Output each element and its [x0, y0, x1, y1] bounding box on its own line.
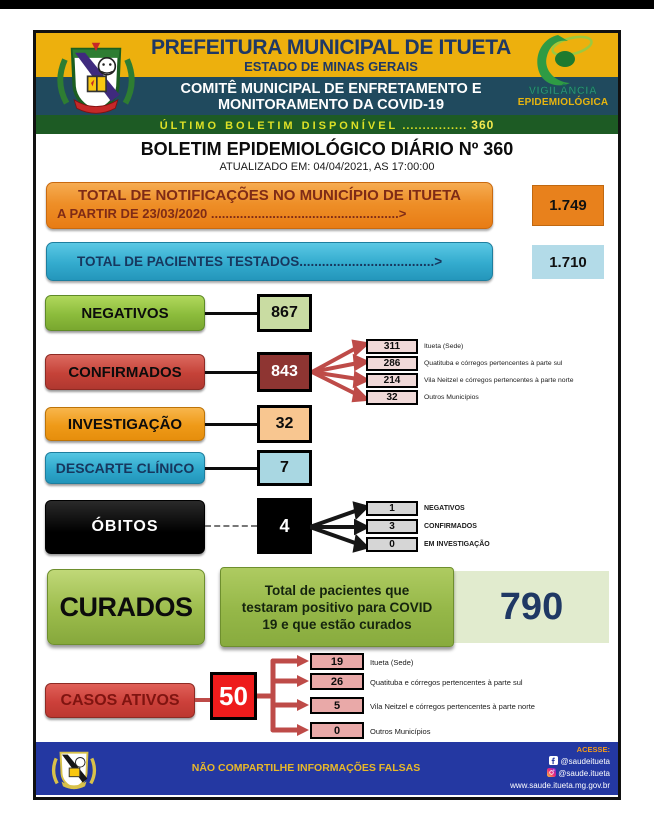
breakdown-value-box: 286 — [366, 356, 418, 371]
breakdown-value-box: 214 — [366, 373, 418, 388]
breakdown-value-box: 0 — [366, 537, 418, 552]
breakdown-label: Quatituba e córregos pertencentes à parte sul — [424, 360, 563, 367]
notifications-total-bar — [46, 182, 493, 229]
breakdown-label: Vila Neitzel e córregos pertencentes à parte norte — [370, 702, 535, 711]
vigilancia-line1: VIGILÂNCIA — [528, 85, 598, 97]
breakdown-value-box: 5 — [310, 697, 364, 714]
casos-ativos-bracket-icon — [257, 645, 313, 745]
breakdown-label: EM INVESTIGAÇÃO — [424, 541, 490, 548]
descarte-clinico-button: DESCARTE CLÍNICO — [45, 452, 205, 484]
committee-line1: COMITÊ MUNICIPAL DE ENFRETAMENTO E — [180, 81, 482, 97]
bulletin-title: BOLETIM EPIDEMIOLÓGICO DIÁRIO Nº 360 — [140, 139, 514, 159]
connector-line — [195, 698, 210, 702]
updated-timestamp: ATUALIZADO EM: 04/04/2021, AS 17:00:00 — [219, 161, 435, 173]
curados-button: CURADOS — [47, 569, 205, 645]
confirmados-button: CONFIRMADOS — [45, 354, 205, 390]
curados-description — [220, 567, 454, 647]
instagram-handle — [510, 768, 610, 780]
access-label: ACESSE: — [576, 745, 610, 754]
facebook-icon — [549, 756, 558, 765]
casos-ativos-button: CASOS ATIVOS — [45, 683, 195, 718]
facebook-handle — [510, 756, 610, 768]
footer-crest-icon — [50, 745, 98, 793]
breakdown-value-box: 0 — [310, 722, 364, 739]
curados-desc-line3: 19 e que estão curados — [262, 616, 412, 632]
notifications-total-value: 1.749 — [532, 185, 604, 226]
connector-line — [205, 423, 257, 426]
website-url: www.saude.itueta.mg.gov.br — [510, 781, 610, 790]
breakdown-label: NEGATIVOS — [424, 505, 465, 512]
breakdown-label: CONFIRMADOS — [424, 523, 477, 530]
footer-contact-block — [510, 744, 610, 792]
descarte-clinico-value: 7 — [257, 450, 312, 486]
committee-title — [146, 81, 516, 113]
curados-desc-line1: Total de pacientes que — [264, 582, 410, 598]
breakdown-label: Quatituba e córregos pertencentes à parte sul — [370, 678, 523, 687]
connector-dashed-line — [205, 525, 257, 527]
municipal-crest-icon — [54, 36, 138, 120]
breakdown-label: Vila Neitzel e córregos pertencentes à parte norte — [424, 377, 574, 384]
notifications-line2: A PARTIR DE 23/03/2020 ....................................................> — [57, 206, 407, 221]
obitos-value: 4 — [257, 498, 312, 554]
municipality-title: PREFEITURA MUNICIPAL DE ITUETA — [150, 36, 512, 59]
facebook-handle-text: @saudeitueta — [560, 757, 610, 766]
negativos-button: NEGATIVOS — [45, 295, 205, 331]
connector-line — [205, 371, 257, 374]
curados-value: 790 — [454, 571, 609, 643]
vigilancia-logo — [510, 34, 616, 114]
breakdown-value-box: 1 — [366, 501, 418, 516]
last-bulletin-label: ÚLTIMO BOLETIM DISPONÍVEL — [159, 119, 399, 132]
breakdown-label: Outros Municípios — [424, 394, 479, 401]
confirmados-arrows-icon — [312, 333, 368, 407]
breakdown-label: Itueta (Sede) — [424, 343, 464, 350]
obitos-button: ÓBITOS — [45, 500, 205, 554]
last-bulletin-dots: ................ — [398, 119, 472, 132]
breakdown-label: Itueta (Sede) — [370, 658, 414, 667]
breakdown-value-box: 19 — [310, 653, 364, 670]
investigacao-button: INVESTIGAÇÃO — [45, 407, 205, 441]
state-subtitle: ESTADO DE MINAS GERAIS — [244, 59, 418, 74]
breakdown-label: Outros Municípios — [370, 727, 431, 736]
confirmados-value: 843 — [257, 352, 312, 392]
vigilancia-line2: EPIDEMIOLÓGICA — [517, 97, 609, 108]
connector-line — [205, 467, 257, 470]
committee-line2: MONITORAMENTO DA COVID-19 — [217, 97, 445, 113]
negativos-value: 867 — [257, 294, 312, 332]
curados-desc-line2: testaram positivo para COVID — [241, 599, 433, 615]
breakdown-value-box: 3 — [366, 519, 418, 534]
instagram-icon — [547, 768, 556, 777]
footer-message: NÃO COMPARTILHE INFORMAÇÕES FALSAS — [191, 762, 421, 774]
tested-label: TOTAL DE PACIENTES TESTADOS....................................> — [77, 254, 443, 269]
obitos-arrows-icon — [310, 493, 368, 557]
bulletin-document — [33, 30, 621, 800]
breakdown-value-box: 32 — [366, 390, 418, 405]
tested-total-bar — [46, 242, 493, 281]
casos-ativos-value: 50 — [210, 672, 257, 720]
investigacao-value: 32 — [257, 405, 312, 443]
tested-total-value: 1.710 — [532, 245, 604, 279]
instagram-handle-text: @saude.itueta — [558, 769, 610, 778]
footer-bar — [36, 742, 618, 795]
vigilancia-swoosh-icon — [528, 34, 598, 86]
last-bulletin-number: 360 — [471, 117, 495, 132]
breakdown-value-box: 311 — [366, 339, 418, 354]
top-black-strip — [0, 0, 654, 9]
notifications-line1: TOTAL DE NOTIFICAÇÕES NO MUNICÍPIO DE ITUETA — [77, 187, 462, 204]
connector-line — [205, 312, 257, 315]
breakdown-value-box: 26 — [310, 673, 364, 690]
